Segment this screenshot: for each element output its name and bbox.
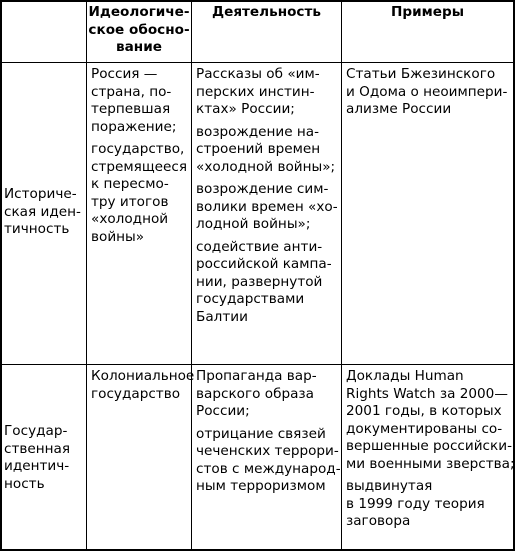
row2-examples-line: 2001 годы, в которых (346, 403, 502, 419)
row1-activity-line: возрождение сим- (196, 181, 329, 197)
row1-justification-line: терпевшая (91, 101, 171, 117)
row2-examples-line: заговора (346, 513, 411, 529)
row2-activity-line: стов с международ- (196, 460, 341, 477)
row1-justification-line: тру итогов (91, 193, 169, 210)
row2-activity (196, 368, 341, 496)
row2-identity-line: ность (4, 475, 45, 492)
row2-activity-line: чеченских террори- (196, 443, 339, 459)
row2-activity-line: отрицание связей (196, 425, 326, 442)
table-border-left (0, 0, 2, 551)
row2-identity-line: ственная (4, 440, 71, 457)
row2-examples-line: вершенные российски- (346, 438, 512, 454)
row2-examples (346, 368, 515, 531)
row1-justification-line: поражение; (91, 118, 177, 135)
row1-activity-line: перских инстин- (196, 83, 315, 100)
row1-identity-line: ская иден- (4, 203, 81, 220)
row1-activity-line: строений времен (196, 141, 321, 157)
row1-identity-line: Историче- (4, 186, 77, 202)
row1-justification-line: государство, (91, 141, 185, 157)
row2-activity-line: варского образа (196, 385, 314, 402)
row1-justification-line: войны» (91, 228, 145, 245)
row1-activity-line: волики времен «хо- (196, 198, 338, 215)
row2-examples-line: Доклады Human (346, 368, 464, 384)
header-divider (0, 62, 515, 63)
row-divider (0, 364, 515, 365)
row1-activity-line: российской кампа- (196, 256, 332, 272)
row1-examples (346, 66, 507, 119)
header-activity (192, 4, 341, 22)
row1-justification-line: страна, по- (91, 83, 172, 100)
row1-justification-line: Россия — (91, 66, 158, 82)
row1-identity (4, 186, 81, 239)
row1-activity-line: нии, развернутой (196, 273, 323, 290)
row2-activity-line: России; (196, 403, 250, 419)
row2-examples-line: в 1999 году теория (346, 495, 485, 512)
header-justification-line: Идеологиче- (88, 4, 190, 20)
row1-identity-line: тичность (4, 221, 70, 237)
row2-justification (91, 368, 194, 403)
row1-justification (91, 66, 187, 246)
header-examples (342, 4, 513, 22)
row1-activity-line: лодной войны»; (196, 216, 311, 232)
table-border-top (0, 0, 515, 2)
row1-activity-line: «холодной войны»; (196, 158, 336, 175)
row1-activity-line: ктах» России; (196, 101, 295, 117)
row2-activity-line: ным терроризмом (196, 478, 326, 494)
row1-examples-line: и Одома о неоимпери- (346, 83, 508, 100)
header-activity-line: Деятельность (212, 4, 321, 20)
row2-examples-line: Rights Watch за 2000— (346, 385, 508, 402)
row1-examples-line: ализме России (346, 101, 452, 117)
row1-activity-line: государствами (196, 291, 305, 307)
row2-identity (4, 423, 70, 493)
header-justification (87, 4, 191, 57)
row2-examples-line: выдвинутая (346, 478, 433, 494)
header-examples-line: Примеры (391, 4, 464, 20)
row1-activity-line: Балтии (196, 308, 248, 325)
row2-justification-line: государство (91, 385, 181, 402)
column-divider-3 (341, 0, 342, 551)
column-divider-2 (191, 0, 192, 551)
row2-examples-line: документированы со- (346, 420, 503, 437)
row1-justification-line: стремящееся (91, 158, 187, 175)
row1-activity-line: содействие анти- (196, 238, 323, 255)
row1-activity (196, 66, 338, 326)
row2-activity-line: Пропаганда вар- (196, 368, 317, 384)
row2-examples-line: ми военными зверства; (346, 455, 515, 472)
row1-justification-line: к пересмо- (91, 176, 169, 192)
row1-activity-line: возрождение на- (196, 123, 320, 140)
row2-identity-line: Государ- (4, 423, 68, 439)
row1-activity-line: Рассказы об «им- (196, 66, 320, 82)
row2-justification-line: Колониальное (91, 368, 195, 384)
header-justification-line: вание (116, 39, 162, 55)
row2-identity-line: идентич- (4, 458, 70, 474)
header-justification-line: ское обосно- (88, 21, 190, 38)
column-divider-1 (86, 0, 87, 551)
row1-examples-line: Статьи Бжезинского (346, 66, 496, 82)
row1-justification-line: «холодной (91, 211, 169, 227)
